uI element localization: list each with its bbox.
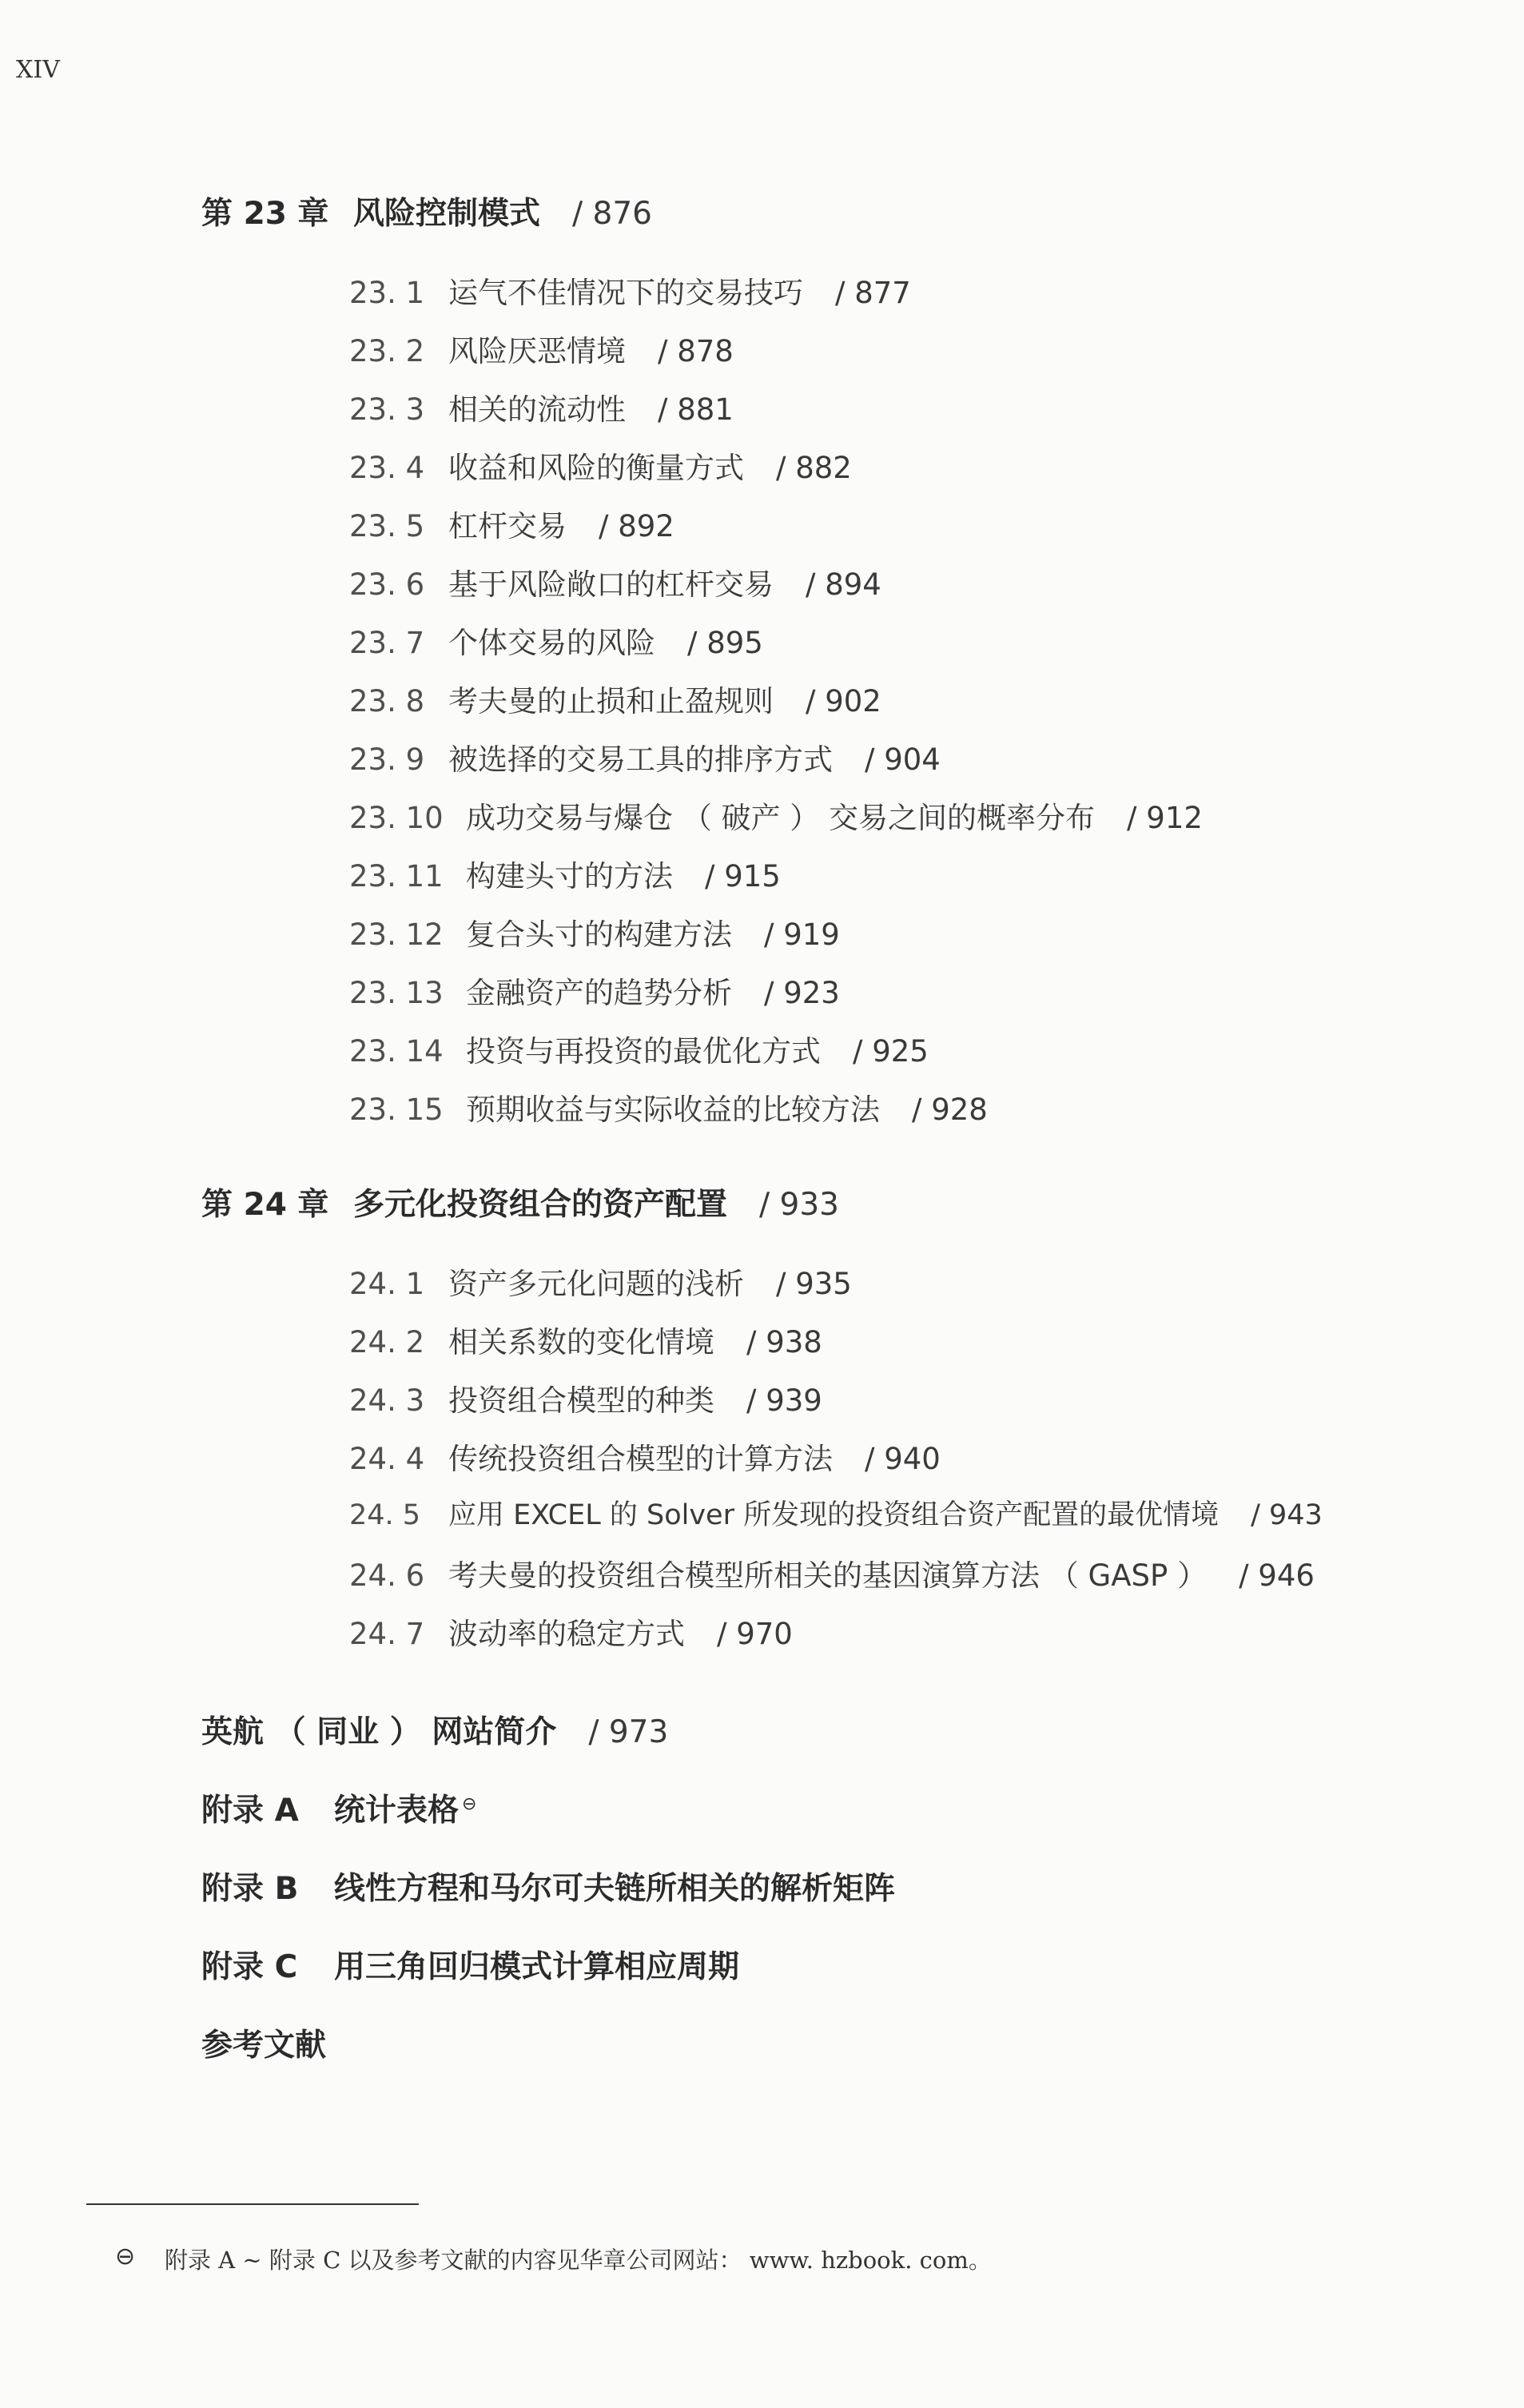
toc-entry[interactable] [349, 1085, 988, 1128]
section-number: 24. 3 [349, 1383, 425, 1418]
section-title: 构建头寸的方法 [466, 859, 673, 894]
chapter-number: 第 24 章 [201, 1187, 329, 1223]
footnote-symbol: ⊖ [115, 2243, 136, 2271]
section-page: / 912 [1127, 801, 1203, 835]
section-page: / 919 [764, 917, 840, 952]
references-entry[interactable]: 参考文献 [201, 2028, 327, 2064]
appendix-title: 统计表格 [334, 1793, 460, 1829]
section-page: / 895 [687, 626, 763, 660]
section-title: 被选择的交易工具的排序方式 [448, 742, 833, 777]
appendix-label: 附录 C [201, 1949, 298, 1985]
section-title: 预期收益与实际收益的比较方法 [466, 1093, 880, 1127]
toc-entry[interactable] [349, 794, 1203, 837]
section-number: 23. 14 [349, 1034, 444, 1069]
section-number: 23. 13 [349, 976, 444, 1010]
section-number: 23. 8 [349, 684, 425, 718]
chapter-page: / 933 [759, 1187, 839, 1223]
section-number: 23. 3 [349, 392, 425, 427]
appendix-c-entry[interactable] [201, 1942, 739, 1987]
section-title: 收益和风险的衡量方式 [448, 451, 744, 485]
appendix-label: 附录 A [201, 1793, 299, 1829]
section-title: 金融资产的趋势分析 [466, 976, 732, 1010]
section-number: 23. 2 [349, 334, 425, 368]
section-number: 24. 5 [349, 1499, 421, 1531]
website-title: 英航 （ 同业 ） 网站简介 [201, 1714, 557, 1750]
section-title: 基于风险敞口的杠杆交易 [448, 567, 774, 602]
section-number: 23. 6 [349, 567, 425, 602]
section-page: / 938 [746, 1325, 822, 1359]
section-page: / 925 [853, 1034, 929, 1069]
footnote-marker[interactable]: ⊖ [462, 1794, 477, 1814]
toc-entry[interactable] [349, 444, 852, 487]
appendix-b-entry[interactable] [201, 1864, 895, 1908]
section-title: 传统投资组合模型的计算方法 [448, 1442, 833, 1476]
toc-entry[interactable] [349, 735, 941, 778]
chapter-23-heading[interactable] [201, 189, 652, 233]
section-number: 23. 4 [349, 451, 425, 485]
section-page: / 928 [912, 1093, 988, 1127]
website-page: / 973 [588, 1714, 669, 1750]
section-title: 波动率的稳定方式 [448, 1617, 685, 1651]
section-title: 运气不佳情况下的交易技巧 [448, 276, 803, 310]
appendix-a-entry[interactable] [201, 1785, 476, 1830]
section-page: / 939 [746, 1383, 822, 1418]
chapter-number: 第 23 章 [201, 196, 329, 232]
section-title: 投资组合模型的种类 [448, 1383, 714, 1418]
section-number: 23. 5 [349, 509, 425, 543]
section-number: 23. 10 [349, 801, 444, 835]
section-page: / 946 [1239, 1558, 1315, 1593]
toc-entry[interactable] [349, 1260, 852, 1303]
section-page: / 935 [776, 1267, 852, 1301]
chapter-page: / 876 [572, 196, 652, 232]
page-number: XIV [16, 56, 60, 84]
toc-entry[interactable] [349, 969, 840, 1012]
toc-entry[interactable] [349, 1551, 1315, 1594]
toc-entry[interactable] [349, 327, 734, 370]
section-number: 23. 11 [349, 859, 444, 894]
toc-entry[interactable] [349, 1376, 822, 1419]
section-page: / 943 [1251, 1499, 1323, 1531]
footnote [115, 2243, 992, 2275]
section-page: / 892 [599, 509, 674, 543]
toc-entry[interactable] [349, 619, 763, 662]
appendix-title: 线性方程和马尔可夫链所相关的解析矩阵 [334, 1871, 896, 1907]
section-page: / 881 [658, 392, 734, 427]
appendix-title: 用三角回归模式计算相应周期 [334, 1949, 740, 1985]
section-page: / 940 [865, 1442, 941, 1476]
chapter-title: 风险控制模式 [353, 196, 541, 232]
section-number: 24. 7 [349, 1617, 425, 1651]
toc-entry[interactable] [349, 1435, 941, 1478]
toc-entry[interactable] [349, 1027, 929, 1070]
website-entry[interactable] [201, 1707, 668, 1752]
section-title: 个体交易的风险 [448, 626, 655, 660]
toc-entry[interactable] [349, 269, 911, 312]
toc-entry[interactable] [349, 1493, 1323, 1533]
section-page: / 904 [865, 742, 941, 777]
toc-entry[interactable] [349, 502, 674, 545]
chapter-24-heading[interactable] [201, 1180, 839, 1224]
section-number: 24. 2 [349, 1325, 425, 1359]
section-number: 23. 12 [349, 917, 444, 952]
section-number: 23. 1 [349, 276, 425, 310]
section-page: / 882 [776, 451, 852, 485]
section-number: 23. 7 [349, 626, 425, 660]
section-title: 杠杆交易 [448, 509, 567, 543]
section-number: 23. 9 [349, 742, 425, 777]
section-page: / 915 [705, 859, 781, 894]
section-title: 相关系数的变化情境 [448, 1325, 714, 1359]
section-page: / 970 [717, 1617, 793, 1651]
toc-entry[interactable] [349, 852, 781, 895]
section-title: 应用 EXCEL 的 Solver 所发现的投资组合资产配置的最优情境 [448, 1499, 1220, 1531]
footnote-text: 附录 A ~ 附录 C 以及参考文献的内容见华章公司网站： www. hzbook. com。 [165, 2247, 992, 2274]
section-page: / 902 [806, 684, 881, 718]
section-title: 资产多元化问题的浅析 [448, 1267, 744, 1301]
section-number: 24. 1 [349, 1267, 425, 1301]
section-title: 成功交易与爆仓 （ 破产 ） 交易之间的概率分布 [466, 801, 1096, 835]
toc-entry[interactable] [349, 1318, 822, 1361]
appendix-label: 附录 B [201, 1871, 299, 1907]
section-number: 24. 6 [349, 1558, 425, 1593]
section-page: / 894 [806, 567, 881, 602]
section-number: 23. 15 [349, 1093, 444, 1127]
section-number: 24. 4 [349, 1442, 425, 1476]
section-page: / 877 [835, 276, 911, 310]
toc-entry[interactable] [349, 385, 734, 428]
section-title: 相关的流动性 [448, 392, 626, 427]
section-title: 考夫曼的投资组合模型所相关的基因演算方法 （ GASP ） [448, 1558, 1208, 1593]
section-title: 复合头寸的构建方法 [466, 917, 732, 952]
toc-entry[interactable] [349, 560, 881, 603]
section-title: 投资与再投资的最优化方式 [466, 1034, 821, 1069]
toc-entry[interactable] [349, 677, 881, 720]
section-title: 考夫曼的止损和止盈规则 [448, 684, 774, 718]
section-page: / 878 [658, 334, 734, 368]
toc-entry[interactable] [349, 910, 840, 953]
footnote-rule [86, 2203, 419, 2205]
toc-entry[interactable] [349, 1610, 793, 1653]
chapter-title: 多元化投资组合的资产配置 [353, 1187, 728, 1223]
section-title: 风险厌恶情境 [448, 334, 626, 368]
section-page: / 923 [764, 976, 840, 1010]
